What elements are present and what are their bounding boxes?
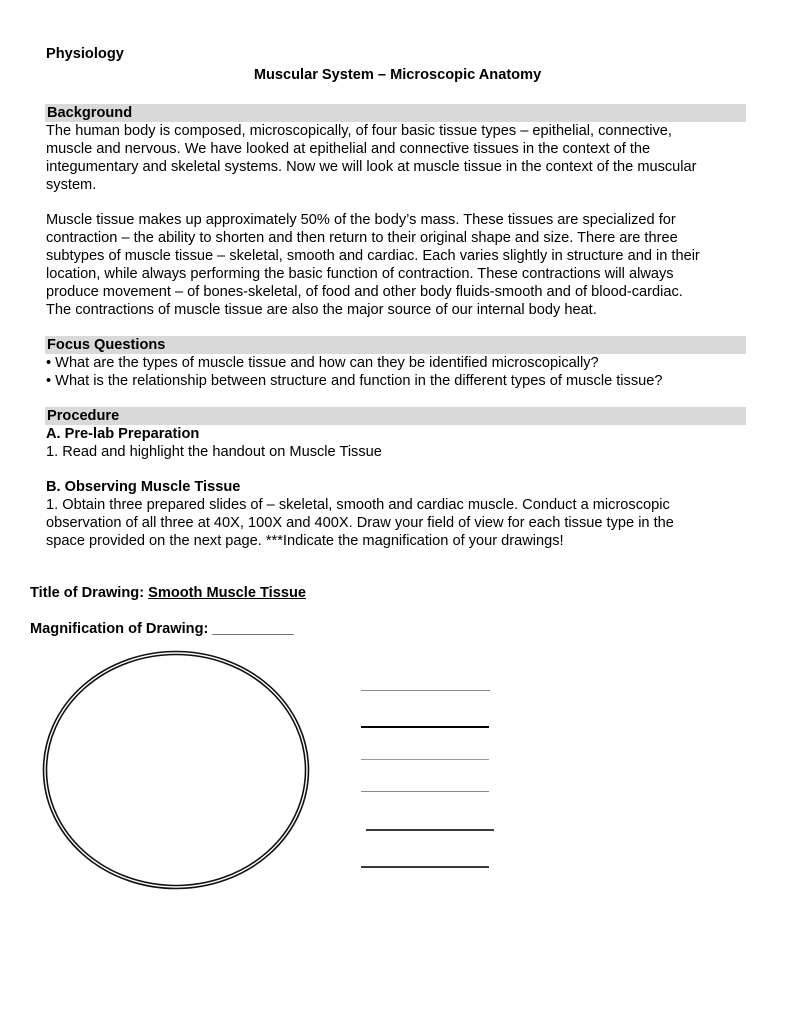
text-line: muscle and nervous. We have looked at epithelial and connective tissues in the context of the — [46, 141, 651, 157]
label-line[interactable] — [361, 866, 489, 868]
text-line: subtypes of muscle tissue – skeletal, smooth and cardiac. Each varies slightly in structure and in their — [46, 248, 700, 264]
text-line: contraction – the ability to shorten and then return to their original shape and size. There are three — [46, 230, 678, 246]
part-b-step-line: observation of all three at 40X, 100X and 400X. Draw your field of view for each tissue type in the — [46, 515, 674, 531]
part-b-step-line: space provided on the next page. ***Indicate the magnification of your drawings! — [46, 533, 564, 549]
procedure-part-a — [46, 425, 751, 461]
focus-questions-heading: Focus Questions — [45, 336, 746, 354]
text-line: produce movement – of bones-skeletal, of food and other body fluids-smooth and of blood-cardiac. — [46, 284, 683, 300]
procedure-heading: Procedure — [45, 407, 746, 425]
text-line: integumentary and skeletal systems. Now we will look at muscle tissue in the context of the muscular — [46, 159, 697, 175]
focus-question-item: • What are the types of muscle tissue and how can they be identified microscopically? — [46, 355, 599, 371]
text-line: The human body is composed, microscopically, of four basic tissue types – epithelial, connective, — [46, 123, 672, 139]
label-line[interactable] — [361, 759, 489, 760]
part-b-step-line: 1. Obtain three prepared slides of – skeletal, smooth and cardiac muscle. Conduct a microscopic — [46, 497, 670, 513]
part-a-heading: A. Pre-lab Preparation — [46, 426, 200, 442]
field-of-view-circle-icon — [40, 648, 312, 892]
course-name: Physiology — [46, 46, 124, 62]
part-a-step-1: 1. Read and highlight the handout on Muscle Tissue — [46, 444, 382, 460]
magnification-row — [30, 621, 294, 637]
background-paragraph-1 — [46, 122, 751, 194]
focus-question-item: • What is the relationship between structure and function in the different types of muscle tissue? — [46, 373, 663, 389]
drawing-circle[interactable] — [40, 648, 312, 892]
drawing-title-row — [30, 585, 306, 601]
text-line: The contractions of muscle tissue are also the major source of our internal body heat. — [46, 302, 597, 318]
label-line[interactable] — [366, 829, 494, 831]
background-paragraph-2 — [46, 211, 751, 319]
drawing-title-value: Smooth Muscle Tissue — [148, 585, 306, 601]
background-heading: Background — [45, 104, 746, 122]
magnification-blank[interactable]: __________ — [212, 621, 294, 637]
label-line[interactable] — [361, 791, 489, 792]
procedure-part-b — [46, 478, 751, 550]
text-line: location, while always performing the basic function of contraction. These contractions will always — [46, 266, 674, 282]
focus-questions-list — [46, 354, 751, 390]
part-b-heading: B. Observing Muscle Tissue — [46, 479, 241, 495]
text-line: system. — [46, 177, 97, 193]
label-line[interactable] — [361, 726, 489, 728]
page-title: Muscular System – Microscopic Anatomy — [253, 67, 542, 83]
text-line: Muscle tissue makes up approximately 50% of the body’s mass. These tissues are specialized for — [46, 212, 676, 228]
drawing-title-label: Title of Drawing: — [30, 585, 149, 601]
magnification-label: Magnification of Drawing: — [30, 621, 213, 637]
label-line[interactable] — [361, 690, 490, 691]
